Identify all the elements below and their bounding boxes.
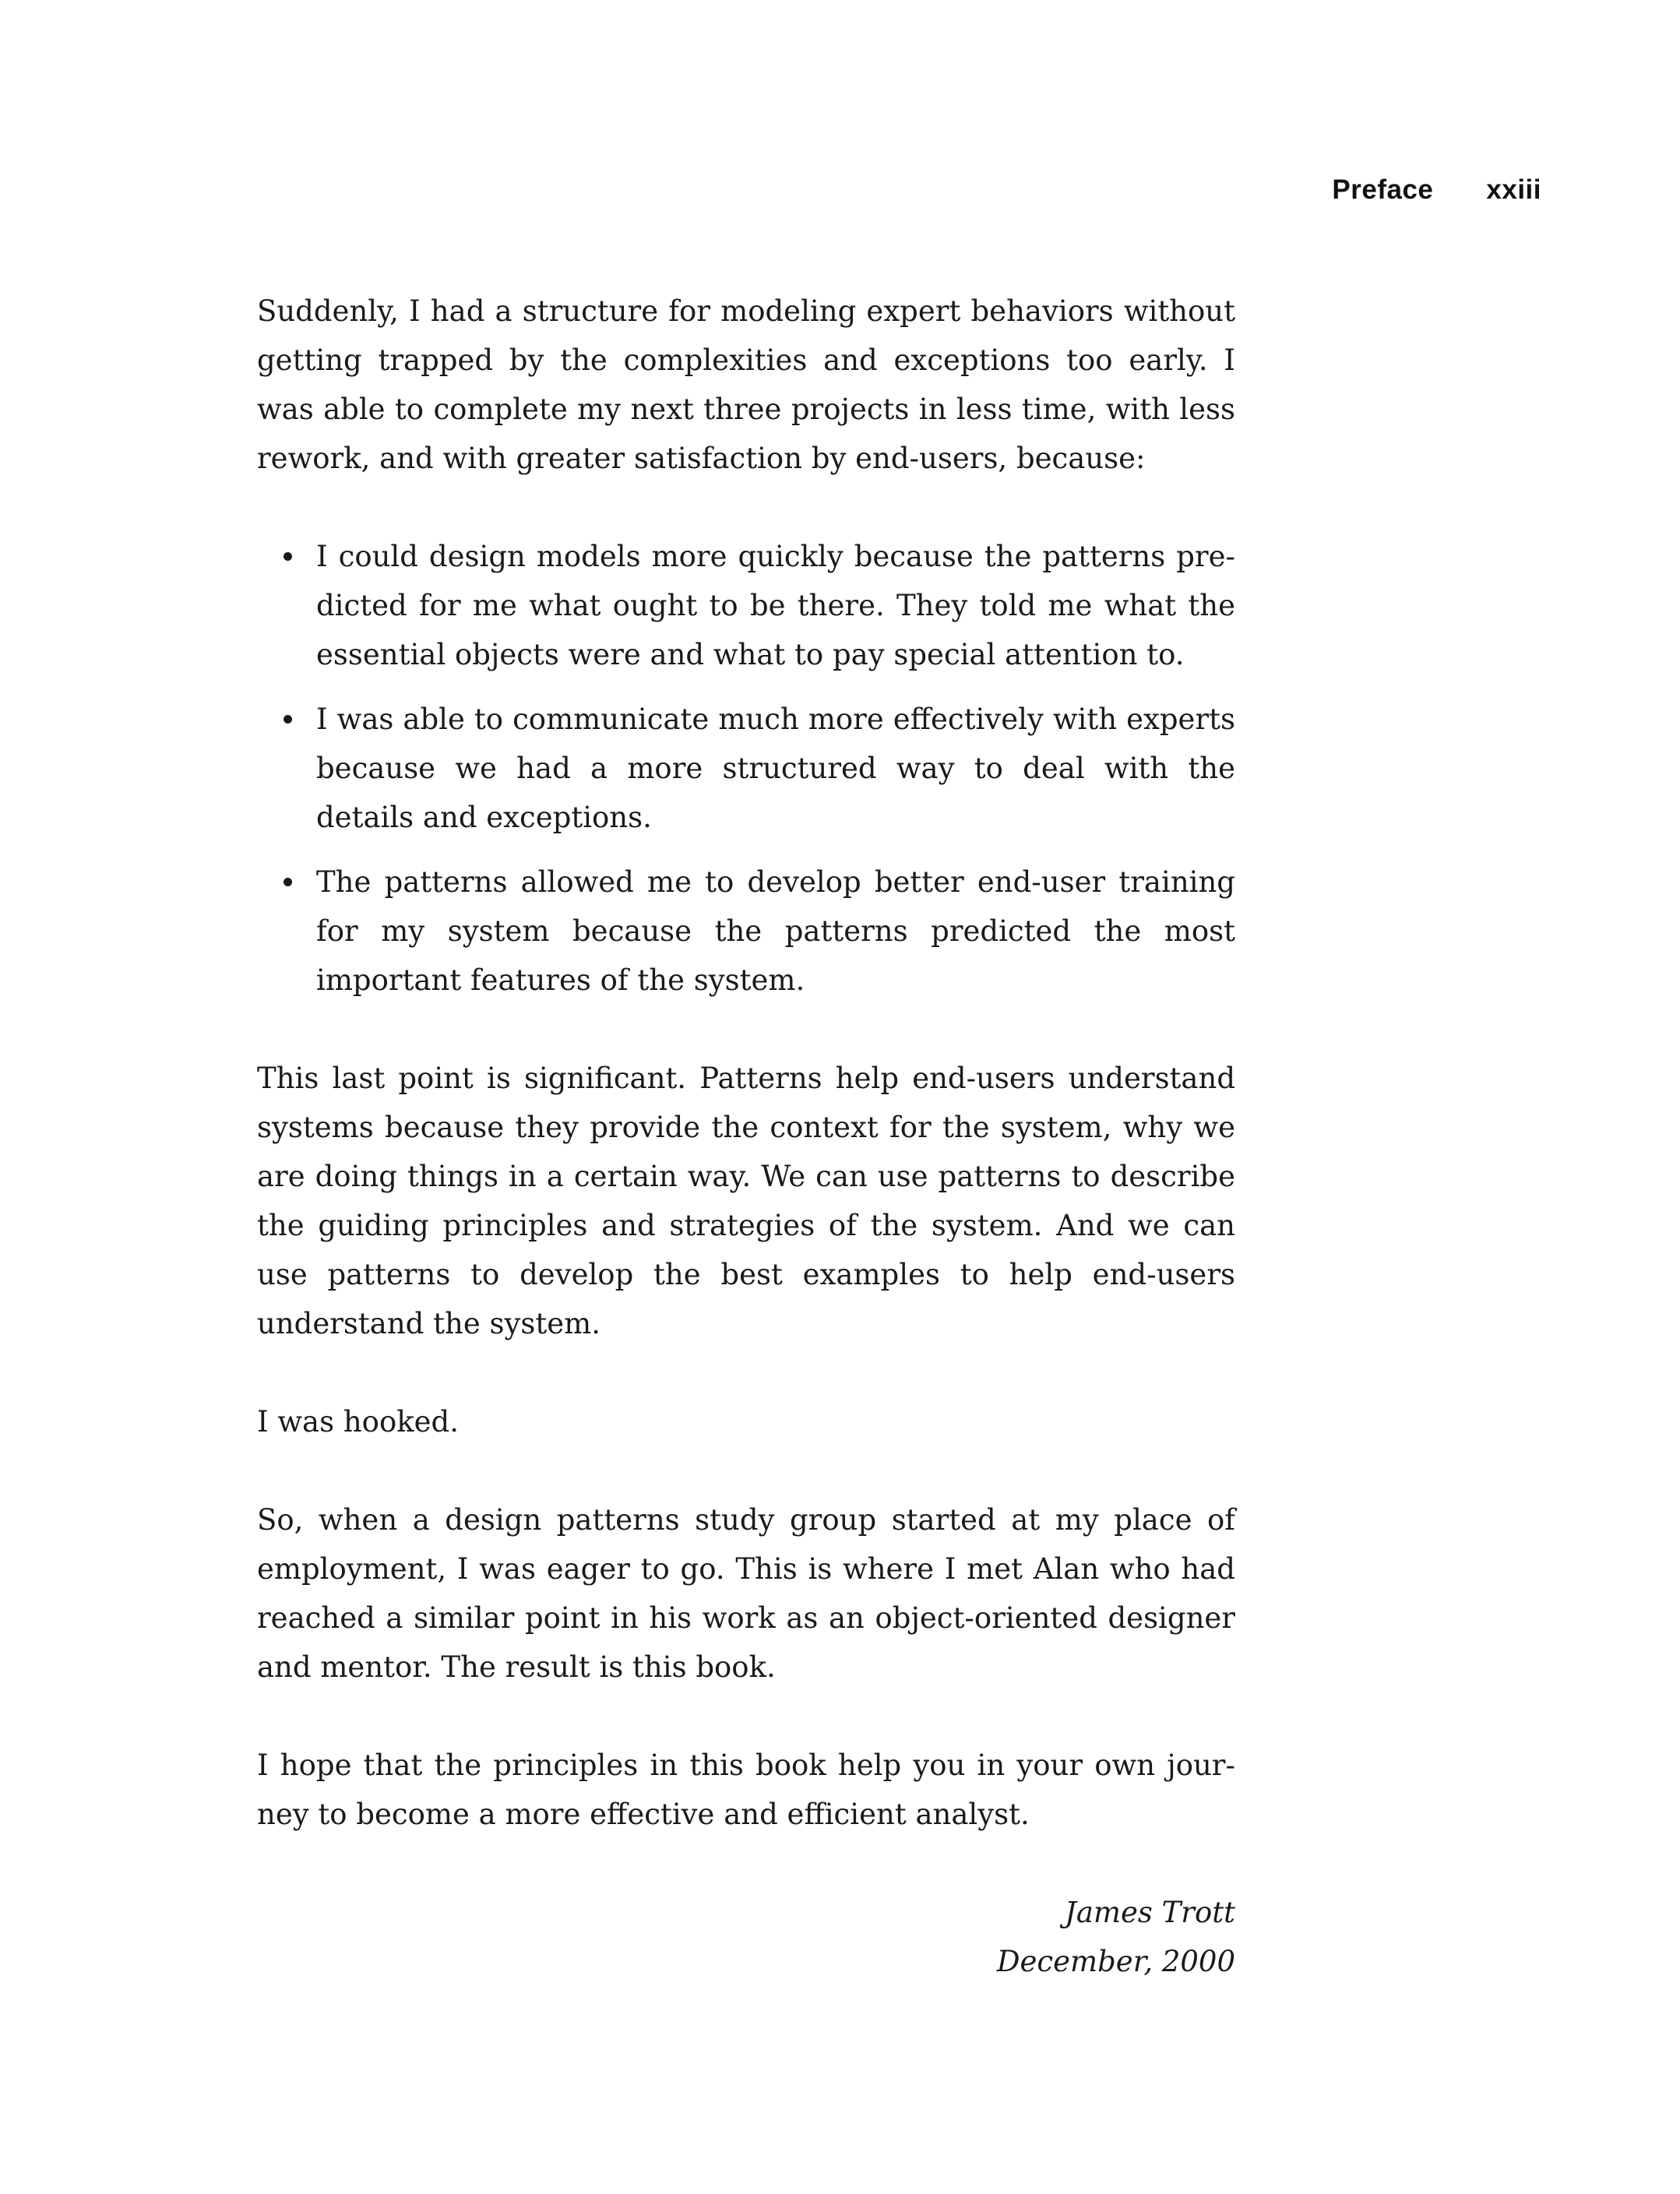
list-item-text: I could design models more quickly because the patterns predicted for me what ought to be there. They told me what the essential objects were and what to pay special attention to.: [316, 540, 1235, 671]
paragraph-structure: Suddenly, I had a structure for modeling expert behaviors without getting trapped by the complexities and exceptions too early. I was able to complete my next three projects in less time, with less rework, and with greater satisfaction by end-users, because:: [257, 294, 1235, 475]
running-head: [1332, 174, 1541, 206]
author-name: James Trott: [1064, 1896, 1235, 1929]
list-item: [257, 858, 1235, 1005]
benefits-list: [257, 532, 1235, 1005]
signature-block: [257, 1888, 1235, 1986]
section-title: Preface: [1332, 174, 1434, 205]
paragraph-study-group: So, when a design patterns study group started at my place of employment, I was eager to go. This is where I met Alan who had reached a similar point in his work as an object-oriented designer and mentor. The result is this book.: [257, 1503, 1235, 1684]
paragraph-closing: I hope that the principles in this book help you in your own journey to become a more effective and efficient analyst.: [257, 1749, 1235, 1831]
paragraph-significance: This last point is significant. Patterns help end-users understand systems because they provide the context for the system, why we are doing things in a certain way. We can use patterns to describe the guiding principles and strategies of the system. And we can use patterns to develop the best examples to help end-users understand the system.: [257, 1062, 1235, 1340]
signature-date: December, 2000: [996, 1945, 1235, 1978]
list-item: [257, 695, 1235, 842]
bullet-icon: [284, 715, 292, 724]
list-item: [257, 532, 1235, 679]
bullet-icon: [284, 878, 292, 886]
body-text: [257, 287, 1235, 1986]
page-number: xxiii: [1486, 174, 1541, 205]
list-item-text: The patterns allowed me to develop better end-user training for my system because the patterns predicted the most important features of the system.: [316, 865, 1235, 997]
list-item-text: I was able to communicate much more effectively with experts because we had a more structured way to deal with the details and exceptions.: [316, 703, 1235, 834]
bullet-icon: [284, 552, 292, 561]
paragraph-hooked: I was hooked.: [257, 1405, 459, 1439]
